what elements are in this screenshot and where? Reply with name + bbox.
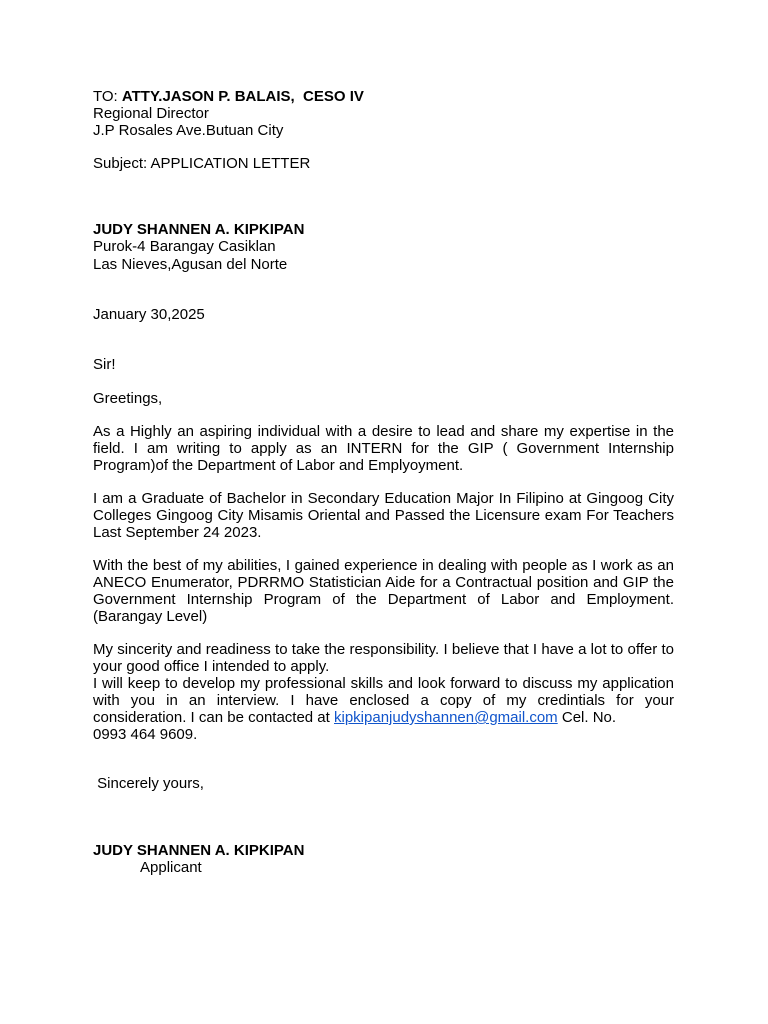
recipient-line [93,88,364,105]
paragraph-5-text: I will keep to develop my professional skills and look forward to discuss my application with you in an interview. I have enclosed a copy of my credintials for your consideration. I can be contacted at [93,675,674,726]
email-link[interactable]: kipkipanjudyshannen@gmail.com [334,709,558,726]
signature-role: Applicant [140,859,202,876]
body-paragraph-1: As a Highly an aspiring individual with a desire to lead and share my expertise in the field. I am writing to apply as an INTERN for the GIP ( Government Internship Program)of the Department of Labor and Emplyoyment. [93,423,674,474]
sender-name: JUDY SHANNEN A. KIPKIPAN [93,221,305,238]
recipient-name: ATTY.JASON P. BALAIS, CESO IV [121,88,364,105]
sender-address-line2: Las Nieves,Agusan del Norte [93,256,288,273]
recipient-title: Regional Director [93,105,209,122]
to-label: TO: [93,88,122,105]
body-paragraph-5 [93,675,674,743]
sender-address-line1: Purok-4 Barangay Casiklan [93,238,276,255]
closing: Sincerely yours, [93,775,204,792]
subject-line: Subject: APPLICATION LETTER [93,155,311,172]
greeting: Greetings, [93,390,163,407]
recipient-address: J.P Rosales Ave.Butuan City [93,122,284,139]
signature-name: JUDY SHANNEN A. KIPKIPAN [93,842,305,859]
phone-number: 0993 464 9609. [93,726,198,743]
letter-date: January 30,2025 [93,306,205,323]
body-paragraph-2: I am a Graduate of Bachelor in Secondary Education Major In Filipino at Gingoog City Colleges Gingoog City Misamis Oriental and Passed the Licensure exam For Teachers Last September 24 2023. [93,490,674,541]
paragraph-5-cel-label: Cel. No. [557,709,617,726]
salutation: Sir! [93,356,116,373]
body-paragraph-3: With the best of my abilities, I gained experience in dealing with people as I work as an ANECO Enumerator, PDRRMO Statistician Aide for a Contractual position and GIP the Government Internship Program of the Department of Labor and Employment.(Barangay Level) [93,557,674,625]
body-paragraph-4: My sincerity and readiness to take the responsibility. I believe that I have a lot to offer to your good office I intended to apply. [93,641,674,675]
